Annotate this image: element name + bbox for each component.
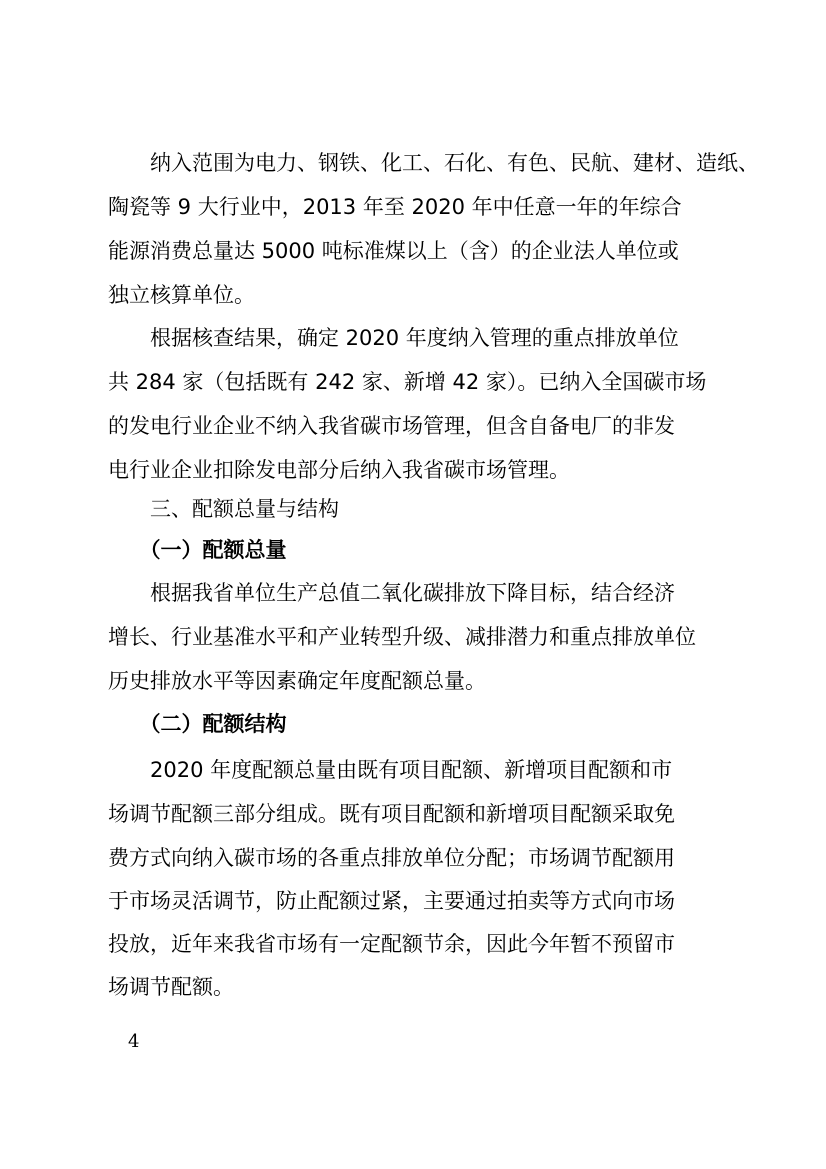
subheading-1: （一）配额总量 <box>108 538 287 562</box>
paragraph-1-line-2: 陶瓷等 9 大行业中，2013 年至 2020 年中任意一年的年综合 <box>108 195 682 219</box>
subheading-2: （二）配额结构 <box>108 712 287 736</box>
paragraph-4-line-1: 2020 年度配额总量由既有项目配额、新增项目配额和市 <box>108 758 673 782</box>
paragraph-2-line-1: 根据核查结果，确定 2020 年度纳入管理的重点排放单位 <box>108 326 679 350</box>
paragraph-3-line-2: 增长、行业基准水平和产业转型升级、减排潜力和重点排放单位 <box>108 625 696 649</box>
paragraph-4-line-4: 于市场灵活调节，防止配额过紧，主要通过拍卖等方式向市场 <box>108 889 675 913</box>
page-number: 4 <box>128 1031 140 1052</box>
paragraph-3-line-1: 根据我省单位生产总值二氧化碳排放下降目标，结合经济 <box>108 581 675 605</box>
paragraph-4-line-6: 场调节配额。 <box>108 975 234 999</box>
paragraph-2-line-3: 的发电行业企业不纳入我省碳市场管理，但含自备电厂的非发 <box>108 414 675 438</box>
paragraph-4-line-2: 场调节配额三部分组成。既有项目配额和新增项目配额采取免 <box>108 802 675 826</box>
paragraph-4-line-5: 投放，近年来我省市场有一定配额节余，因此今年暂不预留市 <box>108 932 675 956</box>
paragraph-4-line-3: 费方式向纳入碳市场的各重点排放单位分配；市场调节配额用 <box>108 846 675 870</box>
paragraph-1-line-3: 能源消费总量达 5000 吨标准煤以上（含）的企业法人单位或 <box>108 239 679 263</box>
section-heading-3: 三、配额总量与结构 <box>108 497 339 521</box>
paragraph-1-line-1: 纳入范围为电力、钢铁、化工、石化、有色、民航、建材、造纸、 <box>108 151 759 175</box>
paragraph-2-line-2: 共 284 家（包括既有 242 家、新增 42 家）。已纳入全国碳市场 <box>108 370 707 394</box>
paragraph-2-line-4: 电行业企业扣除发电部分后纳入我省碳市场管理。 <box>108 458 570 482</box>
paragraph-1-line-4: 独立核算单位。 <box>108 283 255 307</box>
paragraph-3-line-3: 历史排放水平等因素确定年度配额总量。 <box>108 669 486 693</box>
